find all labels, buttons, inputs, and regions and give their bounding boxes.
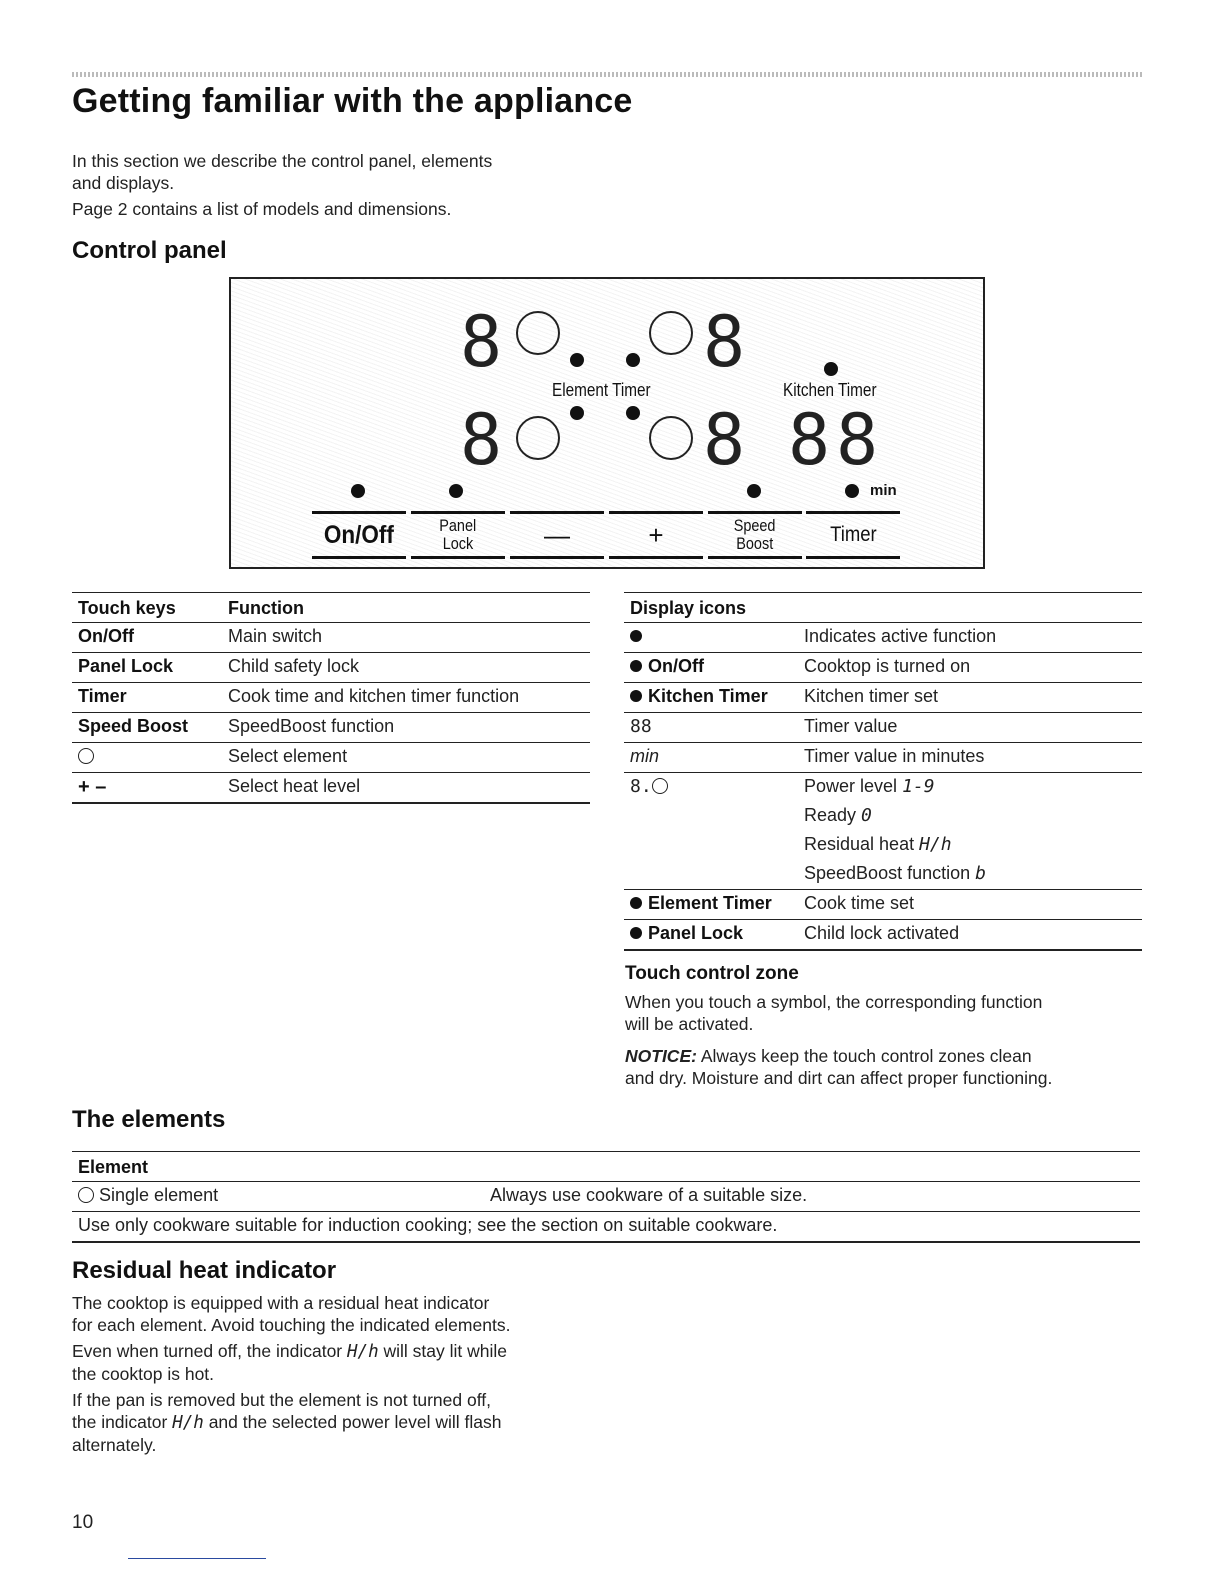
onoff-key[interactable] [312, 511, 406, 559]
active-dot-icon [630, 690, 642, 702]
residual-heat-code: H/h [172, 1413, 204, 1433]
text-line: for each element. Avoid touching the indicated elements. [72, 1315, 511, 1335]
element-timer-label: Element Timer [552, 380, 651, 400]
table-cell [624, 920, 798, 951]
icon-desc: Residual heat [804, 834, 915, 854]
table-row [624, 653, 1142, 683]
table-cell [624, 860, 798, 890]
element-name: Single element [99, 1185, 219, 1205]
icon-label: 8. [630, 776, 652, 797]
page-title: Getting familiar with the appliance [72, 82, 633, 120]
table-cell: Timer [72, 683, 222, 713]
table-cell: SpeedBoost function [222, 713, 590, 743]
timer-key[interactable] [806, 511, 900, 559]
indicator-dot [570, 353, 584, 367]
residual-heat-code: H/h [347, 1342, 379, 1362]
table-cell: Main switch [222, 623, 590, 653]
table-cell [72, 1182, 484, 1212]
residual-heat-text [72, 1292, 510, 1456]
speed-boost-key-label: Speed [734, 516, 776, 535]
table-cell: Indicates active function [798, 623, 1142, 653]
table-row [72, 773, 590, 804]
text-line: will stay lit while [383, 1341, 507, 1361]
table-row [624, 831, 1142, 860]
table-row [624, 623, 1142, 653]
active-dot-icon [630, 897, 642, 909]
kitchen-timer-label: Kitchen Timer [783, 380, 877, 400]
panel-lock-key[interactable] [411, 511, 505, 559]
indicator-dot [824, 362, 838, 376]
table-cell: Select heat level [222, 773, 590, 804]
table-row [624, 860, 1142, 890]
intro-text [72, 150, 492, 220]
icon-code: b [975, 863, 986, 884]
text-line: Always keep the touch control zones clean [700, 1046, 1032, 1066]
active-dot-icon [630, 660, 642, 672]
table-cell: Kitchen timer set [798, 683, 1142, 713]
element-circle-icon [649, 311, 693, 355]
display-digit: 8 [703, 301, 746, 383]
display-digit: 8 [460, 301, 503, 383]
intro-line: Page 2 contains a list of models and dimensions. [72, 199, 452, 219]
plus-key[interactable] [609, 511, 703, 559]
text-line: the cooktop is hot. [72, 1364, 215, 1384]
table-cell: On/Off [72, 623, 222, 653]
touch-control-zone-heading: Touch control zone [625, 963, 799, 984]
icon-desc: SpeedBoost function [804, 863, 971, 883]
icon-code: 1-9 [902, 776, 935, 797]
element-circle-icon [649, 416, 693, 460]
table-cell [624, 623, 798, 653]
display-icons-table [624, 592, 1142, 951]
table-row [624, 920, 1142, 951]
minus-key-label: — [544, 519, 570, 550]
icon-label: Panel Lock [648, 923, 744, 943]
element-circle-icon [78, 1187, 94, 1203]
text-line: will be activated. [625, 1014, 754, 1034]
min-indicator-dot [845, 484, 859, 498]
table-cell: Timer value [798, 713, 1142, 743]
text-line: Even when turned off, the indicator [72, 1341, 343, 1361]
text-line: the indicator [72, 1412, 168, 1432]
table-header: Element [72, 1152, 1140, 1182]
icon-desc: Power level [804, 776, 898, 796]
table-row [624, 890, 1142, 920]
table-row [624, 802, 1142, 831]
text-line: alternately. [72, 1435, 157, 1455]
table-cell: Select element [222, 743, 590, 773]
table-row [624, 683, 1142, 713]
timer-key-label: Timer [829, 523, 877, 546]
table-cell [624, 683, 798, 713]
residual-heat-heading: Residual heat indicator [72, 1257, 337, 1284]
table-row [624, 773, 1142, 803]
table-cell [798, 773, 1142, 803]
element-circle-icon [516, 311, 560, 355]
table-cell: 88 [624, 713, 798, 743]
table-cell [624, 773, 798, 803]
table-cell [624, 653, 798, 683]
intro-line: and displays. [72, 173, 175, 193]
table-row [72, 743, 590, 773]
touch-control-zone-text [625, 991, 1042, 1035]
speedboost-indicator-dot [747, 484, 761, 498]
table-cell [798, 802, 1142, 831]
table-cell [72, 743, 222, 773]
table-cell: Timer value in minutes [798, 743, 1142, 773]
table-cell [798, 831, 1142, 860]
table-cell: + – [72, 773, 222, 804]
header-rule [72, 72, 1142, 77]
min-label: min [870, 482, 897, 499]
panel-lock-indicator-dot [449, 484, 463, 498]
panel-lock-key-label: Lock [442, 534, 474, 553]
minus-key[interactable] [510, 511, 604, 559]
table-cell: Speed Boost [72, 713, 222, 743]
table-header: Function [222, 593, 590, 623]
table-cell [624, 802, 798, 831]
notice-text [625, 1045, 1052, 1089]
element-circle-icon [78, 748, 94, 764]
indicator-dot [626, 406, 640, 420]
active-dot-icon [630, 630, 642, 642]
icon-label: Element Timer [648, 893, 772, 913]
table-cell: Cooktop is turned on [798, 653, 1142, 683]
footer-rule [128, 1558, 266, 1559]
text-line: If the pan is removed but the element is not turned off, [72, 1390, 491, 1410]
table-row [624, 713, 1142, 743]
timer-digit: 8 [788, 399, 831, 481]
icon-code: H/h [919, 834, 952, 855]
table-cell: min [624, 743, 798, 773]
display-digit: 8 [703, 399, 746, 481]
icon-label: Kitchen Timer [648, 686, 768, 706]
control-panel-heading: Control panel [72, 237, 227, 264]
table-header: Display icons [624, 593, 1142, 623]
table-cell: Use only cookware suitable for induction cooking; see the section on suitable cookware. [72, 1212, 1140, 1243]
touch-keys-table [72, 592, 590, 804]
intro-line: In this section we describe the control panel, elements [72, 151, 493, 171]
onoff-indicator-dot [351, 484, 365, 498]
table-cell: Child safety lock [222, 653, 590, 683]
table-row [72, 1182, 1140, 1212]
icon-code: 0 [861, 805, 872, 826]
plus-key-label: + [648, 519, 664, 550]
indicator-dot [626, 353, 640, 367]
table-cell [798, 860, 1142, 890]
speed-boost-key[interactable] [708, 511, 802, 559]
timer-digit: 8 [836, 399, 879, 481]
page-number: 10 [72, 1512, 94, 1533]
table-cell [624, 831, 798, 860]
icon-desc: Ready [804, 805, 857, 825]
text-line: The cooktop is equipped with a residual heat indicator [72, 1293, 490, 1313]
display-digit: 8 [460, 399, 503, 481]
table-row [72, 1212, 1140, 1243]
table-row [624, 743, 1142, 773]
table-row [72, 623, 590, 653]
text-line: and dry. Moisture and dirt can affect proper functioning. [625, 1068, 1053, 1088]
active-dot-icon [630, 927, 642, 939]
text-line: When you touch a symbol, the corresponding function [625, 992, 1043, 1012]
element-circle-icon [516, 416, 560, 460]
table-cell: Cook time set [798, 890, 1142, 920]
table-cell: Panel Lock [72, 653, 222, 683]
speed-boost-key-label: Boost [736, 534, 774, 553]
table-header: Touch keys [72, 593, 222, 623]
onoff-key-label: On/Off [323, 520, 394, 549]
text-line: and the selected power level will flash [208, 1412, 502, 1432]
table-cell: Child lock activated [798, 920, 1142, 951]
panel-lock-key-label: Panel [439, 516, 477, 535]
indicator-dot [570, 406, 584, 420]
notice-label: NOTICE: [625, 1046, 697, 1066]
table-cell: Always use cookware of a suitable size. [484, 1182, 1140, 1212]
element-circle-icon [652, 778, 668, 794]
icon-label: On/Off [648, 656, 704, 676]
table-cell: Cook time and kitchen timer function [222, 683, 590, 713]
table-row [72, 653, 590, 683]
table-row [72, 683, 590, 713]
elements-table [72, 1151, 1140, 1243]
table-cell [624, 890, 798, 920]
table-row [72, 713, 590, 743]
elements-heading: The elements [72, 1106, 226, 1133]
